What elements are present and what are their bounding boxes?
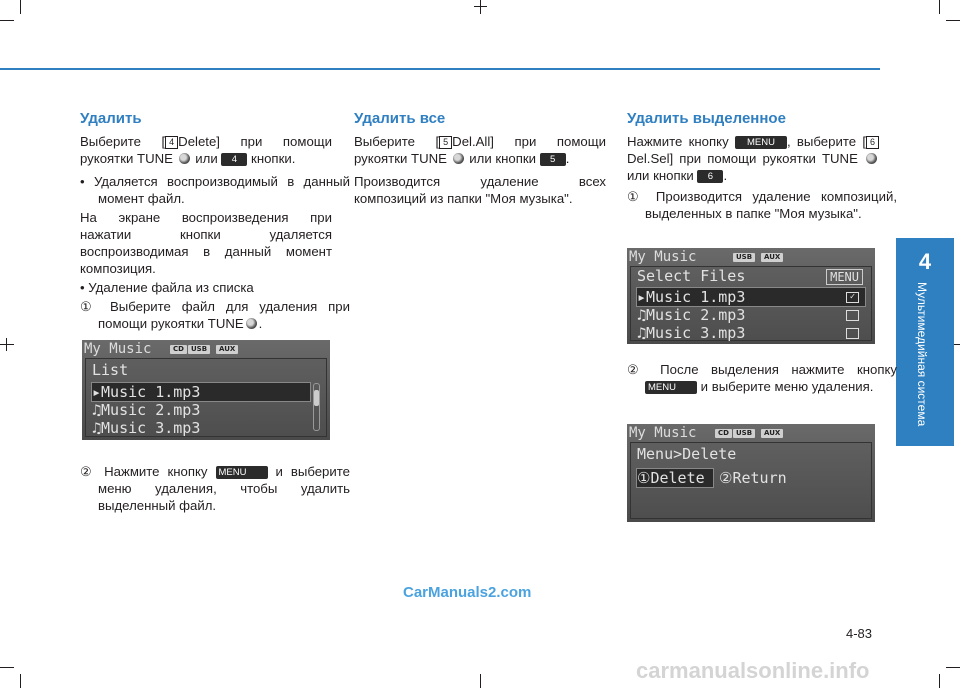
menu-button-icon: MENU — [735, 136, 787, 149]
checkbox[interactable] — [846, 328, 859, 339]
list-item[interactable]: ♫Music 3.mp3 — [637, 324, 865, 342]
usb-tag: USB — [733, 429, 755, 438]
header-rule — [0, 68, 880, 70]
crop-mark — [939, 0, 940, 14]
number-4-icon: 4 — [165, 136, 178, 149]
crop-mark — [0, 20, 14, 21]
list-item[interactable]: ▸Music 1.mp3 — [92, 383, 310, 401]
cd-tag: CD — [715, 429, 732, 438]
list-header: Select Files — [637, 267, 746, 285]
tune-knob-icon — [453, 153, 464, 164]
screen-body — [630, 266, 872, 341]
checkbox[interactable] — [846, 310, 859, 321]
preset-5-button-icon: 5 — [540, 153, 566, 166]
crop-mark — [480, 674, 481, 688]
list-item[interactable]: ♫Music 2.mp3 — [92, 401, 201, 419]
my-music-list-screen — [82, 340, 330, 440]
crop-mark — [474, 6, 487, 7]
watermark-footer: carmanualsonline.info — [636, 658, 870, 683]
checkbox-checked[interactable]: ✓ — [846, 292, 859, 303]
delete-option[interactable]: ①Delete — [637, 469, 713, 487]
preset-4-button-icon: 4 — [221, 153, 247, 166]
crop-mark — [20, 674, 21, 688]
music-note-icon: ♫ — [637, 306, 647, 324]
col2-paragraph: Производится удаление всех композиций из папки "Моя музыка". — [354, 174, 606, 206]
crop-mark — [6, 338, 7, 351]
music-note-icon: ♫ — [92, 419, 102, 437]
screen-title: My Music — [629, 249, 697, 265]
col1-paragraph: На экране воспроизведения при нажатии кнопки удаляется воспроизводимая в данный момент композиция. — [80, 210, 332, 276]
col1-step1: ① Выберите файл для удаления при помощи рукоятки TUNE . — [80, 299, 351, 331]
list-item[interactable]: ♫Music 3.mp3 — [92, 419, 201, 437]
heading-delete-selected: Удалить выделенное — [627, 110, 786, 127]
crop-mark — [0, 667, 14, 668]
col1-bullet1: • Удаляется воспроизводимый в данный момент файл. — [80, 174, 350, 206]
tune-knob-icon — [246, 318, 257, 329]
list-item[interactable]: ♫Music 2.mp3 — [637, 306, 865, 324]
col3-intro: Нажмите кнопку MENU , выберите [ 6Del.Sel] при помощи рукоятки TUNE или кнопки 6 . — [627, 133, 879, 184]
crop-mark — [20, 0, 21, 14]
menu-header: Menu>Delete — [637, 445, 737, 463]
list-header: List — [92, 361, 129, 379]
crop-mark — [0, 344, 14, 345]
menu-delete-screen — [627, 424, 875, 522]
crop-mark — [480, 0, 481, 14]
scrollbar[interactable] — [313, 383, 320, 431]
number-6-icon: 6 — [866, 136, 879, 149]
crop-mark — [946, 20, 960, 21]
list-item[interactable]: ▸Music 1.mp3 ✓ — [637, 288, 865, 306]
crop-mark — [946, 667, 960, 668]
col1-step2: ② Нажмите кнопку MENU и выберите меню удаления, чтобы удалить выделенный файл. — [80, 464, 350, 513]
screen-title: My Music — [84, 341, 152, 357]
col1-bullet2: • Удаление файла из списка — [80, 280, 254, 295]
col1-intro: Выберите [ 4 Delete] при помощи рукоятки TUNE или 4 кнопки. — [80, 134, 332, 166]
music-note-icon: ♫ — [637, 324, 647, 342]
cd-tag: CD — [170, 345, 187, 354]
screen-body — [85, 358, 327, 437]
play-arrow-icon: ▸ — [92, 383, 102, 401]
tune-knob-icon — [866, 153, 877, 164]
menu-button-icon: MENU — [645, 381, 697, 394]
screen-body — [630, 442, 872, 519]
col3-step2: ② После выделения нажмите кнопку MENU и выберите меню удаления. — [627, 362, 898, 394]
menu-label: MENU — [826, 269, 863, 285]
aux-tag: AUX — [761, 253, 783, 262]
play-arrow-icon: ▸ — [637, 288, 647, 306]
watermark-link[interactable]: CarManuals2.com — [403, 584, 532, 601]
tune-knob-icon — [179, 153, 190, 164]
chapter-label: Мультимедийная система — [915, 282, 929, 427]
select-files-screen — [627, 248, 875, 344]
return-option[interactable]: ②Return — [719, 469, 787, 487]
aux-tag: AUX — [761, 429, 783, 438]
usb-tag: USB — [733, 253, 755, 262]
heading-delete: Удалить — [80, 110, 142, 127]
preset-6-button-icon: 6 — [697, 170, 723, 183]
music-note-icon: ♫ — [92, 401, 102, 419]
heading-delete-all: Удалить все — [354, 110, 446, 127]
aux-tag: AUX — [216, 345, 238, 354]
scroll-thumb[interactable] — [314, 390, 319, 406]
screen-title: My Music — [629, 425, 697, 441]
chapter-number: 4 — [896, 238, 954, 286]
col2-intro: Выберите [ 5 Del.All] при помощи рукоятки TUNE или кнопки 5 . — [354, 134, 606, 166]
usb-tag: USB — [188, 345, 210, 354]
menu-button-icon: MENU — [216, 466, 268, 479]
number-5-icon: 5 — [439, 136, 452, 149]
page-number: 4-83 — [846, 626, 873, 641]
crop-mark — [939, 674, 940, 688]
col3-step1: ① Производится удаление композиций, выделенных в папке "Моя музыка". — [627, 189, 897, 221]
